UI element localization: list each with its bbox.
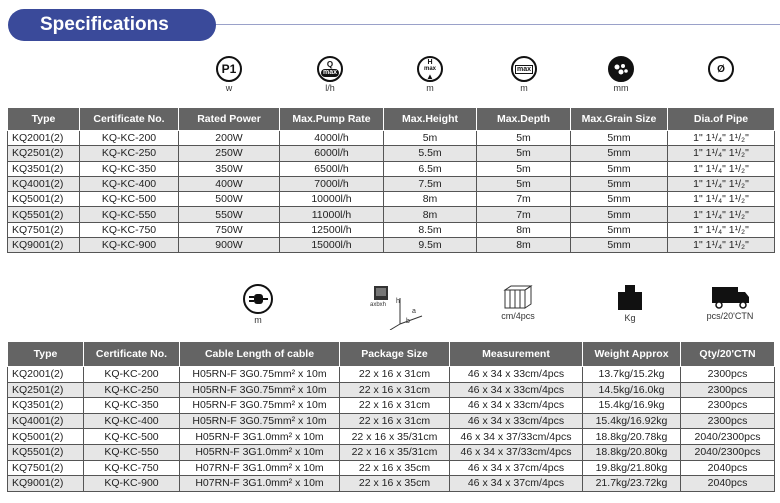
col-qty-20ctn: Qty/20'CTN xyxy=(681,342,775,367)
table-cell: KQ-KC-900 xyxy=(84,476,180,492)
table-row xyxy=(8,222,775,237)
table-cell: 2040/2300pcs xyxy=(681,444,775,460)
max-depth-icon: max m xyxy=(509,56,539,93)
table-cell: KQ-KC-750 xyxy=(80,222,179,237)
table-cell: H05RN-F 3G1.0mm² x 10m xyxy=(180,444,340,460)
table-cell: 22 x 16 x 35cm xyxy=(340,476,450,492)
table-cell: 2300pcs xyxy=(681,398,775,414)
table-cell: KQ-KC-500 xyxy=(84,429,180,445)
grain-size-icon: mm xyxy=(606,56,636,93)
table-cell: H05RN-F 3G0.75mm² x 10m xyxy=(180,413,340,429)
table-cell: KQ-KC-550 xyxy=(80,207,179,222)
table-cell: 5m xyxy=(477,146,571,161)
table-cell: H07RN-F 3G1.0mm² x 10m xyxy=(180,476,340,492)
table-cell: 46 x 34 x 37cm/4pcs xyxy=(450,476,583,492)
table-cell: 5.5m xyxy=(384,146,477,161)
truck-icon: pcs/20'CTN xyxy=(700,284,760,321)
table-cell: 5m xyxy=(477,176,571,191)
power-p1-icon: P1 w xyxy=(214,56,244,93)
table-cell: KQ-KC-200 xyxy=(80,131,179,146)
table-cell: 1" 1¹/₄" 1¹/₂" xyxy=(668,146,775,161)
table-cell: 46 x 34 x 37/33cm/4pcs xyxy=(450,444,583,460)
table-row xyxy=(8,146,775,161)
table-cell: 5m xyxy=(477,131,571,146)
table-cell: KQ2001(2) xyxy=(8,367,84,383)
col-weight-approx: Weight Approx xyxy=(583,342,681,367)
table-cell: 8m xyxy=(477,238,571,253)
table-row xyxy=(8,444,775,460)
table-cell: H07RN-F 3G1.0mm² x 10m xyxy=(180,460,340,476)
table-cell: 15000l/h xyxy=(280,238,384,253)
table-cell: KQ2501(2) xyxy=(8,146,80,161)
table-cell: 400W xyxy=(179,176,280,191)
table-cell: KQ4001(2) xyxy=(8,413,84,429)
table-cell: 14.5kg/16.0kg xyxy=(583,382,681,398)
table-cell: 12500l/h xyxy=(280,222,384,237)
table-cell: 1" 1¹/₄" 1¹/₂" xyxy=(668,192,775,207)
table-cell: 11000l/h xyxy=(280,207,384,222)
table-cell: 1" 1¹/₄" 1¹/₂" xyxy=(668,207,775,222)
table-cell: 6.5m xyxy=(384,161,477,176)
table-cell: KQ5001(2) xyxy=(8,192,80,207)
table-cell: 2040/2300pcs xyxy=(681,429,775,445)
table-row xyxy=(8,161,775,176)
table-cell: 5mm xyxy=(571,238,668,253)
table-cell: 2040pcs xyxy=(681,476,775,492)
col-rated-power: Rated Power xyxy=(179,108,280,131)
table-cell: 5m xyxy=(384,131,477,146)
table-cell: 5m xyxy=(477,161,571,176)
table-cell: 21.7kg/23.72kg xyxy=(583,476,681,492)
table-cell: KQ7501(2) xyxy=(8,460,84,476)
table-row xyxy=(8,367,775,383)
col-max-pump-rate: Max.Pump Rate xyxy=(280,108,384,131)
table-cell: 8m xyxy=(384,207,477,222)
table-cell: 8m xyxy=(477,222,571,237)
table-cell: KQ-KC-400 xyxy=(84,413,180,429)
table-cell: KQ-KC-350 xyxy=(80,161,179,176)
table-row xyxy=(8,398,775,414)
table-cell: 5mm xyxy=(571,146,668,161)
table-cell: KQ-KC-350 xyxy=(84,398,180,414)
table-row xyxy=(8,238,775,253)
table-cell: 8.5m xyxy=(384,222,477,237)
table-cell: 6000l/h xyxy=(280,146,384,161)
table-cell: 5mm xyxy=(571,207,668,222)
table-cell: 46 x 34 x 33cm/4pcs xyxy=(450,367,583,383)
table-cell: KQ2501(2) xyxy=(8,382,84,398)
table-row xyxy=(8,382,775,398)
header-rule xyxy=(210,24,780,25)
pipe-diameter-icon: Ø xyxy=(706,56,736,83)
table-cell: 2300pcs xyxy=(681,367,775,383)
col-type: Type xyxy=(8,342,84,367)
table-cell: 1" 1¹/₄" 1¹/₂" xyxy=(668,161,775,176)
table-cell: H05RN-F 3G1.0mm² x 10m xyxy=(180,429,340,445)
table-row xyxy=(8,476,775,492)
table-row xyxy=(8,192,775,207)
table-cell: 5mm xyxy=(571,192,668,207)
table-cell: 7m xyxy=(477,192,571,207)
table-cell: 46 x 34 x 33cm/4pcs xyxy=(450,398,583,414)
flow-rate-qmax-icon: Q max l/h xyxy=(315,56,345,93)
table-cell: 15.4kg/16.92kg xyxy=(583,413,681,429)
table-cell: KQ4001(2) xyxy=(8,176,80,191)
table-cell: 22 x 16 x 31cm xyxy=(340,398,450,414)
table-cell: KQ-KC-550 xyxy=(84,444,180,460)
col-cable-length: Cable Length of cable xyxy=(180,342,340,367)
package-dimensions-icon: axbxh h a b xyxy=(366,284,426,330)
table-cell: 46 x 34 x 37/33cm/4pcs xyxy=(450,429,583,445)
table-cell: 18.8kg/20.78kg xyxy=(583,429,681,445)
table-cell: 2300pcs xyxy=(681,413,775,429)
col-type: Type xyxy=(8,108,80,131)
table-cell: 19.8kg/21.80kg xyxy=(583,460,681,476)
table-cell: H05RN-F 3G0.75mm² x 10m xyxy=(180,382,340,398)
table-cell: KQ5001(2) xyxy=(8,429,84,445)
table-cell: KQ-KC-250 xyxy=(84,382,180,398)
table-row xyxy=(8,413,775,429)
table-cell: 500W xyxy=(179,192,280,207)
table-header-row xyxy=(8,108,775,131)
table-cell: 200W xyxy=(179,131,280,146)
table-header-row xyxy=(8,342,775,367)
table-cell: H05RN-F 3G0.75mm² x 10m xyxy=(180,398,340,414)
specs-table-2 xyxy=(7,341,775,492)
table-cell: 6500l/h xyxy=(280,161,384,176)
table-cell: KQ2001(2) xyxy=(8,131,80,146)
table-cell: 10000l/h xyxy=(280,192,384,207)
col-package-size: Package Size xyxy=(340,342,450,367)
table-cell: 1" 1¹/₄" 1¹/₂" xyxy=(668,238,775,253)
table-cell: KQ3501(2) xyxy=(8,398,84,414)
table-cell: 5mm xyxy=(571,222,668,237)
table-cell: 750W xyxy=(179,222,280,237)
table-cell: 2040pcs xyxy=(681,460,775,476)
table-cell: 22 x 16 x 31cm xyxy=(340,382,450,398)
table-cell: 550W xyxy=(179,207,280,222)
table-cell: 22 x 16 x 35cm xyxy=(340,460,450,476)
table-row xyxy=(8,131,775,146)
table-cell: KQ9001(2) xyxy=(8,476,84,492)
table-cell: 22 x 16 x 31cm xyxy=(340,413,450,429)
table-cell: 46 x 34 x 33cm/4pcs xyxy=(450,413,583,429)
table-cell: 1" 1¹/₄" 1¹/₂" xyxy=(668,222,775,237)
col-certificate: Certificate No. xyxy=(84,342,180,367)
table-cell: 5mm xyxy=(571,131,668,146)
table-row xyxy=(8,207,775,222)
table-cell: 2300pcs xyxy=(681,382,775,398)
table-cell: 22 x 16 x 31cm xyxy=(340,367,450,383)
table-cell: KQ-KC-250 xyxy=(80,146,179,161)
table-cell: 7m xyxy=(477,207,571,222)
plug-cable-icon: m xyxy=(242,284,274,325)
col-max-depth: Max.Depth xyxy=(477,108,571,131)
table-cell: 13.7kg/15.2kg xyxy=(583,367,681,383)
table-cell: 1" 1¹/₄" 1¹/₂" xyxy=(668,131,775,146)
weight-icon: Kg xyxy=(614,284,646,323)
table-cell: 22 x 16 x 35/31cm xyxy=(340,444,450,460)
table-cell: KQ-KC-900 xyxy=(80,238,179,253)
table-cell: KQ-KC-200 xyxy=(84,367,180,383)
head-height-hmax-icon: H max ▲ m xyxy=(415,56,445,93)
table-cell: KQ-KC-500 xyxy=(80,192,179,207)
table-cell: 46 x 34 x 33cm/4pcs xyxy=(450,382,583,398)
table-cell: 4000l/h xyxy=(280,131,384,146)
page-title: Specifications xyxy=(8,9,216,41)
specs-table-1 xyxy=(7,107,775,253)
col-dia-of-pipe: Dia.of Pipe xyxy=(668,108,775,131)
table-cell: 5mm xyxy=(571,161,668,176)
table-row xyxy=(8,429,775,445)
table-cell: KQ-KC-750 xyxy=(84,460,180,476)
table-cell: 350W xyxy=(179,161,280,176)
table-row xyxy=(8,176,775,191)
table-cell: 250W xyxy=(179,146,280,161)
table-cell: KQ5501(2) xyxy=(8,207,80,222)
table-cell: 15.4kg/16.9kg xyxy=(583,398,681,414)
carton-box-icon: cm/4pcs xyxy=(494,284,542,321)
table-cell: KQ7501(2) xyxy=(8,222,80,237)
col-max-grain-size: Max.Grain Size xyxy=(571,108,668,131)
table-cell: 5mm xyxy=(571,176,668,191)
table-cell: 8m xyxy=(384,192,477,207)
table-cell: 18.8kg/20.80kg xyxy=(583,444,681,460)
col-measurement: Measurement xyxy=(450,342,583,367)
table-cell: H05RN-F 3G0.75mm² x 10m xyxy=(180,367,340,383)
table-row xyxy=(8,460,775,476)
table-cell: 46 x 34 x 37cm/4pcs xyxy=(450,460,583,476)
table-cell: KQ3501(2) xyxy=(8,161,80,176)
table-cell: KQ-KC-400 xyxy=(80,176,179,191)
table-cell: 9.5m xyxy=(384,238,477,253)
table-cell: 900W xyxy=(179,238,280,253)
table-cell: 1" 1¹/₄" 1¹/₂" xyxy=(668,176,775,191)
table-cell: 7.5m xyxy=(384,176,477,191)
table-cell: 7000l/h xyxy=(280,176,384,191)
col-certificate: Certificate No. xyxy=(80,108,179,131)
table-cell: 22 x 16 x 35/31cm xyxy=(340,429,450,445)
col-max-height: Max.Height xyxy=(384,108,477,131)
table-cell: KQ9001(2) xyxy=(8,238,80,253)
table-cell: KQ5501(2) xyxy=(8,444,84,460)
